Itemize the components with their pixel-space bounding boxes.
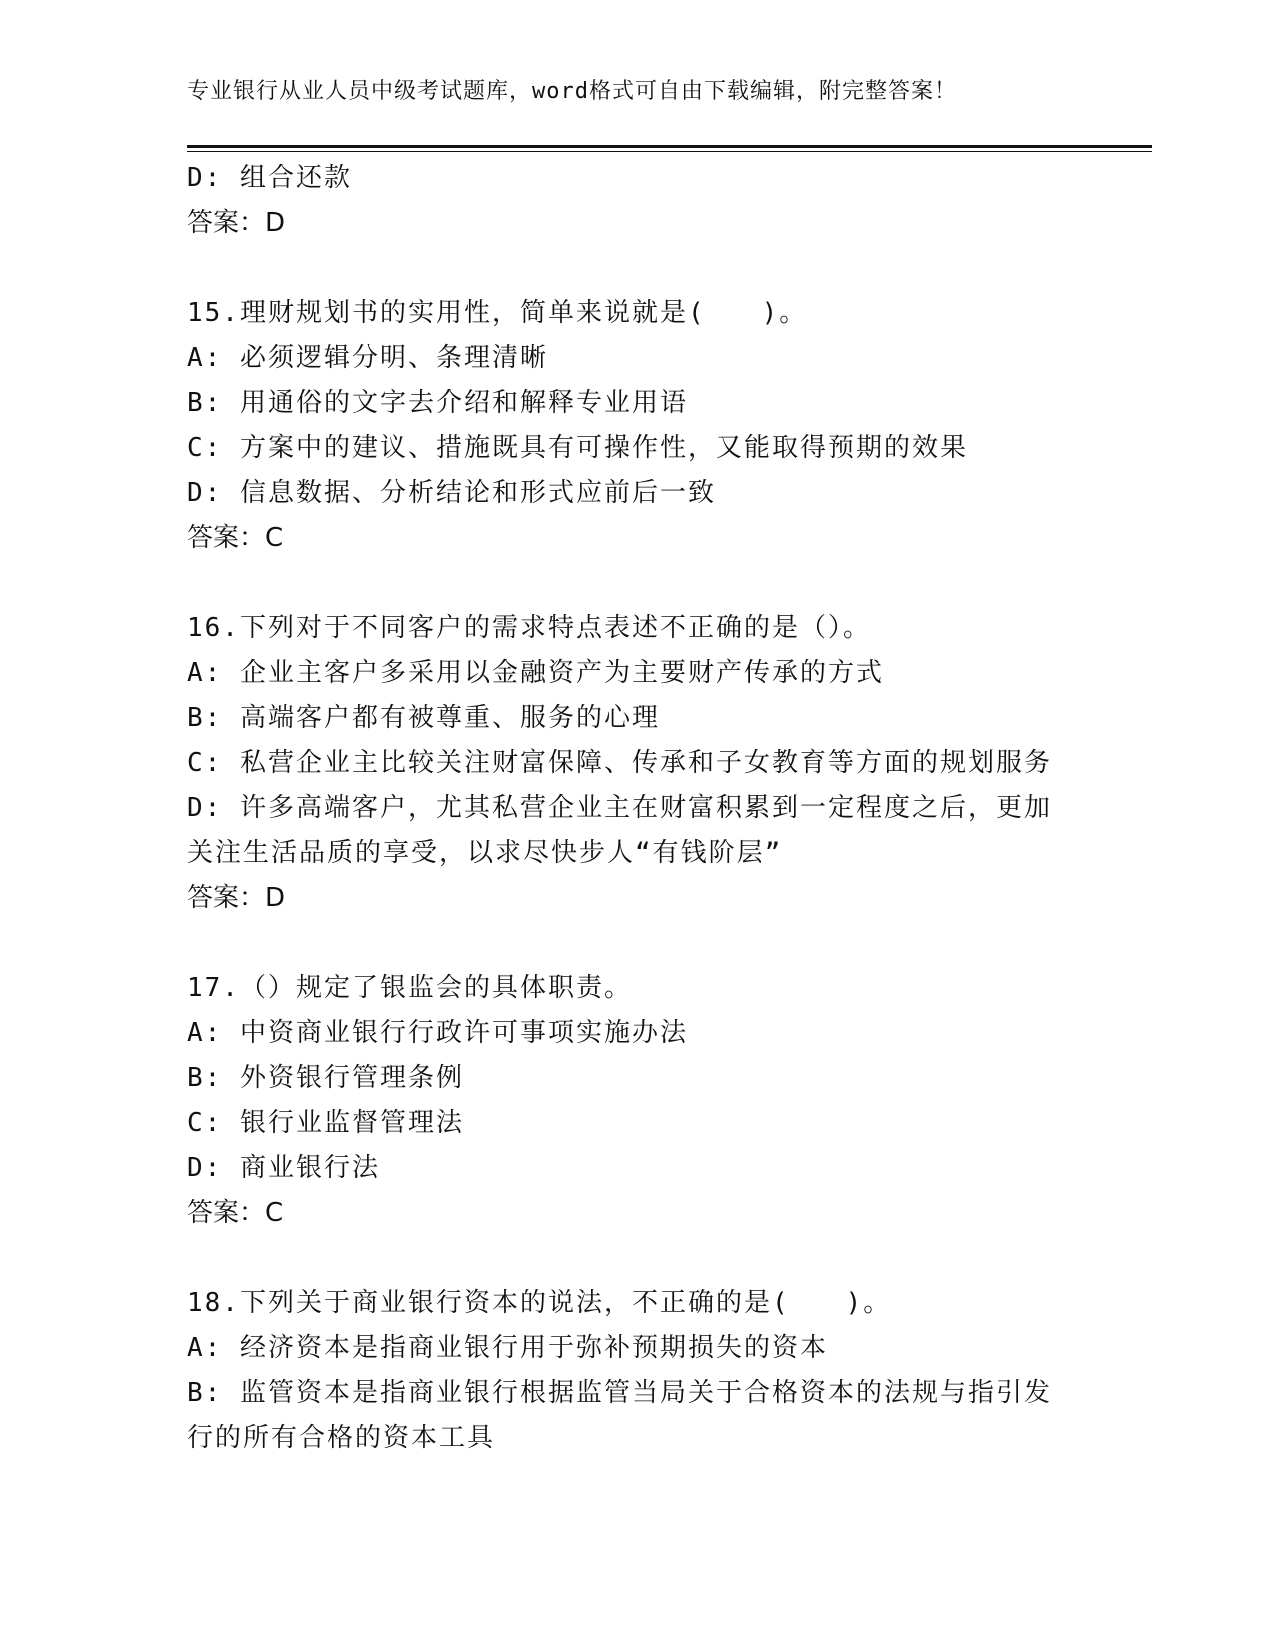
blank-line <box>187 1236 1087 1281</box>
option-line: B: 用通俗的文字去介绍和解释专业用语 <box>187 388 688 418</box>
option-line: B: 外资银行管理条例 <box>187 1063 464 1093</box>
answer-line: 答案：C <box>187 1198 284 1228</box>
question-stem: 17.（）规定了银监会的具体职责。 <box>187 973 632 1003</box>
blank-line <box>187 561 1087 606</box>
blank-line <box>187 921 1087 966</box>
option-line: 关注生活品质的享受，以求尽快步人“有钱阶层” <box>187 838 783 868</box>
option-line: D: 商业银行法 <box>187 1153 380 1183</box>
option-line: A: 经济资本是指商业银行用于弥补预期损失的资本 <box>187 1333 828 1363</box>
option-line: D: 许多高端客户，尤其私营企业主在财富积累到一定程度之后，更加 <box>187 793 1052 823</box>
question-list <box>187 156 1087 1461</box>
header-rule-thick <box>187 145 1152 148</box>
page-header: 专业银行从业人员中级考试题库，word格式可自由下载编辑，附完整答案！ <box>187 79 957 104</box>
option-line: A: 中资商业银行行政许可事项实施办法 <box>187 1018 688 1048</box>
option-line: B: 监管资本是指商业银行根据监管当局关于合格资本的法规与指引发 <box>187 1378 1052 1408</box>
option-line: C: 银行业监督管理法 <box>187 1108 464 1138</box>
option-line: D: 信息数据、分析结论和形式应前后一致 <box>187 478 716 508</box>
answer-line: 答案：D <box>187 883 286 913</box>
answer-line: 答案：D <box>187 208 286 238</box>
option-line: A: 必须逻辑分明、条理清晰 <box>187 343 548 373</box>
option-line: C: 方案中的建议、措施既具有可操作性，又能取得预期的效果 <box>187 433 968 463</box>
option-line: C: 私营企业主比较关注财富保障、传承和子女教育等方面的规划服务 <box>187 748 1052 778</box>
option-line: 行的所有合格的资本工具 <box>187 1423 496 1453</box>
answer-line: 答案：C <box>187 523 284 553</box>
header-rule-thin <box>187 151 1152 152</box>
question-stem: 16.下列对于不同客户的需求特点表述不正确的是（）。 <box>187 613 871 643</box>
option-line: B: 高端客户都有被尊重、服务的心理 <box>187 703 660 733</box>
question-stem: 15.理财规划书的实用性，简单来说就是( )。 <box>187 298 808 328</box>
question-stem: 18.下列关于商业银行资本的说法，不正确的是( )。 <box>187 1288 892 1318</box>
option-line: D: 组合还款 <box>187 163 352 193</box>
option-line: A: 企业主客户多采用以金融资产为主要财产传承的方式 <box>187 658 884 688</box>
blank-line <box>187 246 1087 291</box>
